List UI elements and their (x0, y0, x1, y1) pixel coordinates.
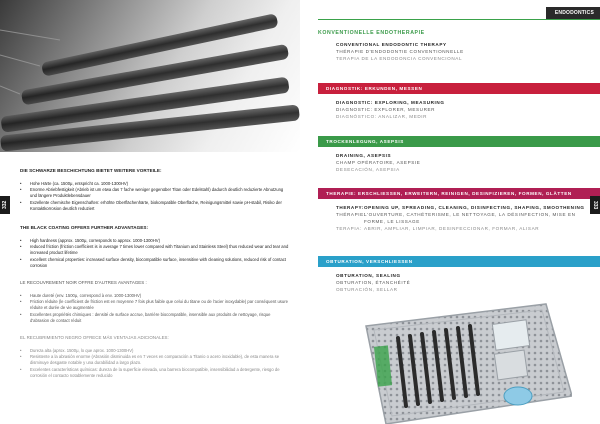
section-tag (546, 7, 600, 19)
row-text: ABRIR, AMPLIAR, LIMPIAR, DESINFECCIONAR, FORMAR, ALISAR (364, 226, 540, 231)
therapie-translations (336, 204, 594, 232)
translation-en: DRAINING, ASEPSIS (336, 153, 392, 158)
translation-es: DESECACIÓN, ASEPSIA (336, 167, 400, 172)
obturation-translations (336, 272, 410, 293)
list-item: • Exzellente chemische Eigenschaften: erhöhte Oberflächenhärte, biokompatible Oberfläche, Reinigungsmittel sowie pH-stabil, Risiko der Kontaktkorrosion deutlich reduziert (20, 200, 290, 212)
coating-advantages-en (20, 225, 290, 269)
page-number-left: 332 (0, 196, 10, 214)
file-box (494, 350, 527, 380)
category-bar-therapie: THERAPIE: ERSCHLIESSEN, ERWEITERN, REINIGEN, DESINFIZIEREN, FORMEN, GLÄTTEN (318, 188, 600, 199)
translation-fr: OBTURATION, ÉTANCHÉITÉ (336, 280, 411, 285)
list-item: • Dureza alta (aprox. 1500μ, lo que aprox. 1000-1300HV) (20, 348, 290, 354)
translation-es: TERAPIA DE LA ENDODONCIA CONVENCIONAL (336, 56, 463, 61)
section-heading-de: DIE SCHWARZE BESCHICHTUNG BIETET WEITERE VORTEILE: (20, 168, 162, 173)
translation-row-en (336, 204, 594, 211)
row-text: OPENING UP, SPREADING, CLEANING, DISINFECTING, SHAPING, SMOOTHENING (364, 205, 585, 210)
translation-es: OBTURACIÓN, SELLAR (336, 287, 398, 292)
list-item: • Friction réduite (le coefficient de friction est en moyenne 7 fois plus faible que celui du titane ou de l'acier inoxydable) par conséquent usure réduite et durée de vie augmentée (20, 299, 290, 311)
category-bar-diagnostik: DIAGNOSTIK: ERKUNDEN, MESSEN (318, 83, 600, 94)
endodontic-instruments-photo (0, 0, 300, 152)
conventional-therapy-translations (336, 41, 464, 62)
translation-fr: DIAGNOSTIC: EXPLORER, MESURER (336, 107, 436, 112)
category-bar-obturation: OBTURATION, VERSCHLIESSEN (318, 256, 600, 267)
tray-base (366, 304, 572, 424)
section-heading-es: EL RECUBRIMIENTO NEGRO OFRECE MÁS VENTAJAS ADICIONALES: (20, 335, 169, 340)
translation-row-es (336, 225, 594, 232)
list-item: • Hohe Härte (ca. 1500μ, entspricht ca. 1000-1300HV) (20, 181, 290, 187)
instruments-illustration (0, 0, 300, 152)
row-label: TERAPIA: (336, 226, 362, 231)
page-title: KONVENTIONELLE ENDOTHERAPIE (318, 30, 425, 36)
divider (318, 19, 600, 20)
translation-fr: CHAMP OPÉRATOIRE, ASEPSIE (336, 160, 421, 165)
translation-row-fr (336, 211, 594, 225)
instrument-tray-photo (346, 296, 572, 424)
page-number-right: 333 (590, 196, 600, 214)
trockenlegung-translations (336, 152, 420, 173)
list-item: • High hardness (approx. 1500μ, corresponds to approx. 1000-1300HV) (20, 238, 290, 244)
list-item: • reduced friction (friction coefficient is in average 7 times lower compared with Titanium and Stainless Steel) thus reduced wear and tear and increased product lifetime (20, 244, 290, 256)
list-item: • Resistente a la abrasión enorme (Abrasión disminuida es en 7 veces en comparación a Titanio o acero inoxidable), de esta manera se disminuye desgaste notable y una durabilidad a largo plazo. (20, 354, 290, 366)
diagnostik-translations (336, 99, 445, 120)
coating-advantages-es (20, 335, 290, 379)
row-text: L'OUVERTURE, CATHÉTERISME, LE NETTOYAGE, LA DÉSINFECTION, MISE EN FORME, LE LISSAGE (364, 212, 576, 224)
list-item: • Excelentes características químicas: dureza de la superficie elevada, una barrera biocompatible, insensibilidad a detergente, riesgo de corrosión el contacto notablemente reducido (20, 367, 290, 379)
translation-en: DIAGNOSTIC: EXPLORING, MEASURING (336, 100, 445, 105)
row-label: THÉRAPIE: (336, 212, 366, 217)
section-heading-en: THE BLACK COATING OFFERS FURTHER ADVANTAGES: (20, 225, 149, 230)
label-card (492, 320, 529, 350)
coating-advantages-de (20, 168, 290, 212)
list-item: • Excellentes propriétés chimiques : densité de surface accrue, barrière biocompatible, insensible aux produits de nettoyage, risque d'abrasion de contact réduit (20, 312, 290, 324)
translation-fr: THÉRAPIE D'ENDODONTIE CONVENTIONNELLE (336, 49, 464, 54)
translation-en: CONVENTIONAL ENDODONTIC THERAPY (336, 42, 447, 47)
right-page (300, 0, 600, 424)
list-item: • Enorme Abriebfestigkeit (Abrieb ist um etwa das 7 fache weniger gegenüber Titan oder Edelstahl) dadurch deutlich reduzierte Abnutzung und längere Produktlebensdauer (20, 187, 290, 199)
list-item: • excellent chemical properties: increased surface density, biocompatible surface, insensitive with cleaning solutions, reduced risk of contact corrosion (20, 257, 290, 269)
row-label: THERAPY: (336, 205, 364, 210)
translation-es: DIAGNÓSTICO: ANALIZAR, MEDIR (336, 114, 428, 119)
list-item: • Haute dureté (env. 1500μ, correspond à env. 1000-1300HV) (20, 293, 290, 299)
category-bar-trockenlegung: TROCKENLEGUNG, ASEPSIS (318, 136, 600, 147)
section-tag-label: ENDODONTICS (554, 10, 594, 16)
dish (504, 387, 532, 405)
section-heading-fr: LE RECOUVREMENT NOIR OFFRE D'AUTRES AVANTAGES : (20, 280, 147, 285)
coating-advantages-fr (20, 280, 290, 324)
translation-en: OBTURATION, SEALING (336, 273, 401, 278)
